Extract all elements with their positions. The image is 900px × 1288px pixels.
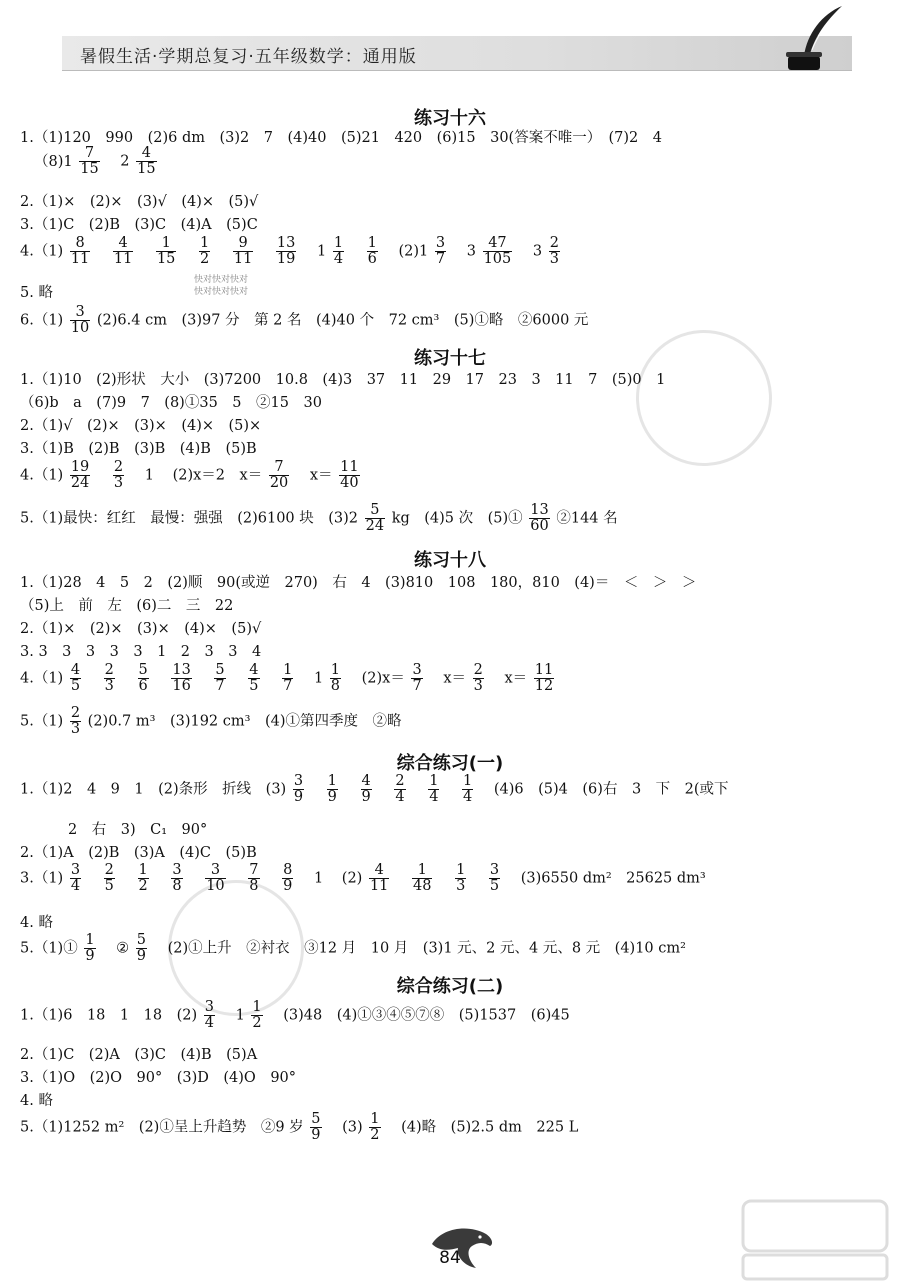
answer-line: 5.（1)1252 m² (2)①呈上升趋势 ②9 岁 $\frac{5}{9}$ (3) $\frac{1}{2}$ (4)略 (5)2.5 dm 225 L <box>20 1111 579 1144</box>
answer-line: 5.（1)最快：红红 最慢：强强 (2)6100 块 (3)2 $\frac{5}{24}$ kg (4)5 次 (5)① $\frac{13}{60}$ ②144 名 <box>20 502 618 535</box>
answer-line: 1.（1)28 4 5 2 (2)顺 90(或逆 270) 右 4 (3)810 108 180，810 (4)＝ ＜ ＞ ＞ <box>20 575 697 591</box>
answer-line: 3.（1)B (2)B (3)B (4)B (5)B <box>20 441 257 457</box>
answer-line: 2.（1)× (2)× (3)√ (4)× (5)√ <box>20 194 259 210</box>
answer-line: （8)1 $\frac{7}{15}$ 2 $\frac{4}{15}$ <box>34 145 156 178</box>
answer-line: 2.（1)√ (2)× (3)× (4)× (5)× <box>20 418 262 434</box>
answer-line: 3.（1)C (2)B (3)C (4)A (5)C <box>20 217 258 233</box>
answer-line: （5)上 前 左 (6)二 三 22 <box>20 598 234 614</box>
section-title: 练习十七 <box>414 348 486 369</box>
answer-line: 5. 略 <box>20 285 53 301</box>
answer-line: 1.（1)2 4 9 1 (2)条形 折线 (3) $\frac{3}{9}$ $\frac{1}{9}$ $\frac{4}{9}$ $\frac{2}{4}$ $\frac{1}{4}$ $\frac{1}{4}$ (4)6 (5)4 (6)右 3 下 2(或下 <box>20 773 729 806</box>
section-title: 综合练习(二) <box>396 976 504 997</box>
answer-line: 4.（1) $\frac{8}{11}$ $\frac{4}{11}$ $\frac{1}{15}$ $\frac{1}{2}$ $\frac{9}{11}$ $\frac{13}{19}$ 1 $\frac{1}{4}$ $\frac{1}{6}$ (2)1 $\frac{3}{7}$ 3 $\frac{47}{105}$ 3 $\frac{2}{3}$ <box>20 235 559 268</box>
answer-line: 1.（1)6 18 1 18 (2) $\frac{3}{4}$ 1 $\frac{1}{2}$ (3)48 (4)①③④⑤⑦⑧ (5)1537 (6)45 <box>20 999 570 1032</box>
answer-line: 3.（1)O (2)O 90° (3)D (4)O 90° <box>20 1070 297 1086</box>
answer-line: 4.（1) $\frac{4}{5}$ $\frac{2}{3}$ $\frac{5}{6}$ $\frac{13}{16}$ $\frac{5}{7}$ $\frac{4}{5}$ $\frac{1}{7}$ 1 $\frac{1}{8}$ (2)x＝ $\frac{3}{7}$ x＝ $\frac{2}{3}$ x＝ $\frac{11}{12}$ <box>20 662 554 695</box>
answer-line: 2.（1)× (2)× (3)× (4)× (5)√ <box>20 621 262 637</box>
answer-line: 4. 略 <box>20 1093 53 1109</box>
section-title: 练习十六 <box>414 108 486 129</box>
answer-line: 5.（1) $\frac{2}{3}$ (2)0.7 m³ (3)192 cm³ (4)①第四季度 ②略 <box>20 705 402 738</box>
answer-line: 1.（1)10 (2)形状 大小 (3)7200 10.8 (4)3 37 11 29 17 23 3 11 7 (5)0 1 <box>20 372 666 388</box>
answer-line: 6.（1) $\frac{3}{10}$ (2)6.4 cm (3)97 分 第 2 名 (4)40 个 72 cm³ (5)①略 ②6000 元 <box>20 304 589 337</box>
section-title: 练习十八 <box>414 550 486 571</box>
answer-line: 5.（1)① $\frac{1}{9}$ ② $\frac{5}{9}$ (2)①上升 ②衬衣 ③12 月 10 月 (3)1 元、2 元、4 元、8 元 (4)10 cm² <box>20 932 686 965</box>
circle-watermark <box>614 308 795 489</box>
answer-line: （6)b a (7)9 7 (8)①35 5 ②15 30 <box>20 395 322 411</box>
answer-line: 1.（1)120 990 (2)6 dm (3)2 7 (4)40 (5)21 420 (6)15 30(答案不唯一） (7)2 4 <box>20 130 662 146</box>
answer-line: 3. 3 3 3 3 3 1 2 3 3 4 <box>20 644 262 660</box>
header-title: 暑假生活·学期总复习·五年级数学：通用版 <box>80 47 417 67</box>
answer-line: 2.（1)A (2)B (3)A (4)C (5)B <box>20 845 257 861</box>
answer-line: 2 右 3) C₁ 90° <box>68 822 208 838</box>
answer-line: 4.（1) $\frac{19}{24}$ $\frac{2}{3}$ 1 (2)x＝2 x＝ $\frac{7}{20}$ x＝ $\frac{11}{40}$ <box>20 459 359 492</box>
page-number: 84 <box>439 1248 461 1268</box>
answer-line: 4. 略 <box>20 915 53 931</box>
answer-line: 3.（1) $\frac{3}{4}$ $\frac{2}{5}$ $\frac{1}{2}$ $\frac{3}{8}$ $\frac{3}{10}$ $\frac{7}{8}$ $\frac{8}{9}$ 1 (2) $\frac{4}{11}$ $\frac{1}{48}$ $\frac{1}{3}$ $\frac{3}{5}$ (3)6550 dm² 25625 dm³ <box>20 862 706 895</box>
answer-line: 2.（1)C (2)A (3)C (4)B (5)A <box>20 1047 258 1063</box>
section-title: 综合练习(一) <box>396 753 504 774</box>
site-watermark-logo <box>735 1195 895 1285</box>
small-watermark: 快对快对快对 快对快对快对 <box>194 275 249 297</box>
header-bar <box>62 36 852 71</box>
quill-ink-icon <box>782 4 852 76</box>
